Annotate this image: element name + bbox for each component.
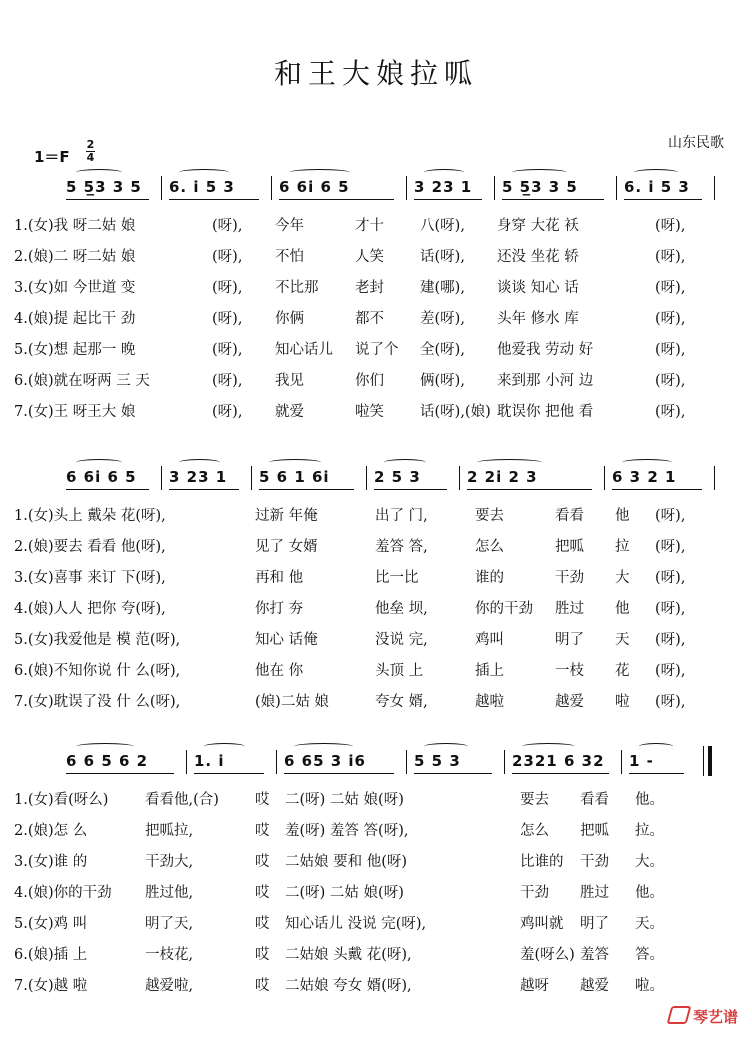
lyric-segment: (呀), — [655, 539, 686, 555]
lyric-segment: 他。 — [635, 792, 664, 808]
lyric-segment: (呀), — [655, 663, 686, 679]
lyric-segment: 羞(呀) 羞答 答(呀), — [285, 823, 409, 839]
measure-notation: 5 5̲3 3 5 — [66, 178, 142, 196]
lyric-segment: 知心话儿 — [275, 342, 333, 358]
lyric-segment: 3.(女)谁 的 — [14, 854, 88, 870]
lyric-segment: 哎 — [255, 823, 270, 839]
lyric-segment: 把呱拉, — [145, 823, 194, 839]
beam-line — [284, 773, 394, 774]
verse-line-2 — [0, 245, 752, 275]
slur-mark — [384, 459, 426, 466]
lyric-segment: 1.(女)看(呀么) — [14, 792, 109, 808]
lyric-segment: 今年 — [275, 218, 304, 234]
lyric-segment: 他。 — [635, 885, 664, 901]
bar-line — [494, 176, 495, 200]
lyric-segment: 4.(娘)人人 把你 夸(呀), — [14, 601, 166, 617]
lyric-segment: 5.(女)我爱他是 模 范(呀), — [14, 632, 181, 648]
beam-line — [66, 773, 174, 774]
lyric-segment: 1.(女)头上 戴朵 花(呀), — [14, 508, 166, 524]
slur-mark — [76, 459, 122, 466]
lyric-segment: 越啦 — [475, 694, 504, 710]
lyric-segment: 谈谈 知心 话 — [497, 280, 579, 296]
watermark-logo — [669, 1006, 738, 1027]
lyric-segment: 6.(娘)就在呀两 三 天 — [14, 373, 150, 389]
measure-notation: 2 2i 2 3 — [467, 468, 538, 486]
slur-mark — [424, 169, 464, 176]
verse-line-7 — [0, 400, 752, 430]
lyric-segment: 6.(娘)不知你说 什 么(呀), — [14, 663, 181, 679]
verse-line-1 — [0, 504, 752, 534]
verse-line-5 — [0, 912, 752, 942]
lyric-segment: 一枝花, — [145, 947, 194, 963]
lyric-segment: 身穿 大花 袄 — [497, 218, 579, 234]
measure-notation: 5 6 1 6i — [259, 468, 330, 486]
lyric-segment: (呀), — [655, 601, 686, 617]
lyric-segment: 干劲 — [520, 885, 549, 901]
verse-line-3 — [0, 566, 752, 596]
verse-line-5 — [0, 628, 752, 658]
lyric-segment: (呀), — [655, 694, 686, 710]
verse-line-3 — [0, 276, 752, 306]
lyric-segment: 啦 — [615, 694, 630, 710]
bar-line — [604, 466, 605, 490]
lyric-segment: 把呱 — [580, 823, 609, 839]
slur-mark — [639, 743, 673, 750]
slur-mark — [269, 459, 321, 466]
lyric-segment: 哎 — [255, 978, 270, 994]
lyric-segment: 哎 — [255, 854, 270, 870]
lyric-segment: 羞(呀么) — [520, 947, 575, 963]
measure-notation: 6 65 3 i6 — [284, 752, 366, 770]
lyric-segment: 老封 — [355, 280, 384, 296]
key-signature: 1＝F — [34, 148, 70, 166]
slur-mark — [634, 169, 678, 176]
slur-mark — [512, 169, 567, 176]
lyric-segment: 羞答 答, — [375, 539, 428, 555]
lyric-segment: 比一比 — [375, 570, 419, 586]
beam-line — [502, 199, 604, 200]
lyric-segment: (呀), — [655, 249, 686, 265]
bar-line — [616, 176, 617, 200]
logo-text: 琴艺谱 — [692, 1008, 738, 1026]
lyric-segment: 还没 坐花 轿 — [497, 249, 579, 265]
lyric-segment: 见了 女婿 — [255, 539, 318, 555]
measure-notation: 6 6i 6 5 — [279, 178, 350, 196]
lyric-segment: 哎 — [255, 885, 270, 901]
lyric-segment: 夸女 婿, — [375, 694, 428, 710]
beam-line — [414, 199, 482, 200]
beam-line — [194, 773, 264, 774]
measure-notation: 6. i 5 3 — [169, 178, 235, 196]
lyric-segment: 2.(娘)二 呀二姑 娘 — [14, 249, 136, 265]
meter-bottom: 4 — [86, 151, 95, 164]
lyric-segment: 哎 — [255, 792, 270, 808]
measure-notation: 6 6i 6 5 — [66, 468, 137, 486]
beam-line — [374, 489, 447, 490]
lyric-segment: 越爱啦, — [145, 978, 194, 994]
measure-notation: 6. i 5 3 — [624, 178, 690, 196]
lyric-segment: 哎 — [255, 947, 270, 963]
lyric-segment: 谁的 — [475, 570, 504, 586]
lyric-segment: 鸡叫就 — [520, 916, 564, 932]
measure-notation: 1 - — [629, 752, 654, 770]
lyric-segment: 大。 — [635, 854, 664, 870]
lyric-segment: 拉 — [615, 539, 630, 555]
lyric-segment: 越呀 — [520, 978, 549, 994]
lyric-segment: 4.(娘)提 起比干 劲 — [14, 311, 136, 327]
lyric-segment: 5.(女)想 起那一 晚 — [14, 342, 136, 358]
slur-mark — [294, 743, 353, 750]
lyric-segment: 没说 完, — [375, 632, 428, 648]
lyric-segment: 过新 年俺 — [255, 508, 318, 524]
lyric-segment: 看看 — [555, 508, 584, 524]
lyric-segment: 明了 — [555, 632, 584, 648]
lyric-segment: 1.(女)我 呀二姑 娘 — [14, 218, 136, 234]
final-bar-thick — [708, 746, 712, 776]
beam-line — [279, 199, 394, 200]
lyric-segment: (呀), — [655, 218, 686, 234]
slur-mark — [622, 459, 672, 466]
lyric-segment: (娘)二姑 娘 — [255, 694, 329, 710]
lyric-segment: 天 — [615, 632, 630, 648]
lyric-segment: 你们 — [355, 373, 384, 389]
lyric-segment: 话(呀),(娘) — [420, 404, 491, 420]
final-bar-thin — [703, 746, 704, 776]
beam-line — [612, 489, 702, 490]
lyric-segment: 来到那 小河 边 — [497, 373, 594, 389]
lyric-segment: 2.(娘)要去 看看 他(呀), — [14, 539, 166, 555]
lyric-segment: 大 — [615, 570, 630, 586]
lyric-segment: 知心 话俺 — [255, 632, 318, 648]
lyric-segment: (呀), — [212, 373, 243, 389]
bar-line — [459, 466, 460, 490]
measure-notation: 6 3 2 1 — [612, 468, 677, 486]
verse-line-4 — [0, 307, 752, 337]
lyric-segment: 你的干劲 — [475, 601, 533, 617]
beam-line — [66, 489, 149, 490]
slur-mark — [204, 743, 245, 750]
bar-line — [714, 466, 715, 490]
lyric-segment: 胜过他, — [145, 885, 194, 901]
lyric-segment: 胜过 — [555, 601, 584, 617]
bar-line — [504, 750, 505, 774]
bar-line — [251, 466, 252, 490]
lyric-segment: (呀), — [655, 311, 686, 327]
lyric-segment: 啦。 — [635, 978, 664, 994]
verse-line-1 — [0, 788, 752, 818]
lyric-segment: 他爱我 劳动 好 — [497, 342, 594, 358]
bar-line — [161, 466, 162, 490]
lyric-segment: 7.(女)耽误了没 什 么(呀), — [14, 694, 181, 710]
beam-line — [414, 773, 492, 774]
lyric-segment: 7.(女)王 呀王大 娘 — [14, 404, 136, 420]
lyric-segment: 他 — [615, 508, 630, 524]
lyric-segment: 哎 — [255, 916, 270, 932]
beam-line — [512, 773, 609, 774]
verse-line-3 — [0, 850, 752, 880]
verse-line-7 — [0, 974, 752, 1004]
lyric-segment: 天。 — [635, 916, 664, 932]
verse-line-4 — [0, 597, 752, 627]
lyric-segment: 俩(呀), — [420, 373, 465, 389]
lyric-segment: 他在 你 — [255, 663, 304, 679]
bar-line — [366, 466, 367, 490]
beam-line — [66, 199, 149, 200]
measure-notation: 2 5 3 — [374, 468, 421, 486]
measure-notation: 3 23 1 — [414, 178, 473, 196]
lyric-segment: 八(呀), — [420, 218, 465, 234]
lyric-segment: 就爱 — [275, 404, 304, 420]
lyric-segment: (呀), — [212, 311, 243, 327]
lyric-segment: 2.(娘)怎 么 — [14, 823, 88, 839]
measure-notation: 1. i — [194, 752, 225, 770]
lyric-segment: 啦笑 — [355, 404, 384, 420]
verse-line-6 — [0, 659, 752, 689]
verse-line-7 — [0, 690, 752, 720]
measure-notation: 6 6 5 6 2 — [66, 752, 149, 770]
lyric-segment: 二(呀) 二姑 娘(呀) — [285, 792, 404, 808]
bar-line — [186, 750, 187, 774]
lyric-segment: 人笑 — [355, 249, 384, 265]
lyric-segment: 干劲 — [555, 570, 584, 586]
lyric-segment: 耽误你 把他 看 — [497, 404, 594, 420]
lyric-segment: 6.(娘)插 上 — [14, 947, 88, 963]
lyric-segment: 干劲 — [580, 854, 609, 870]
verse-line-1 — [0, 214, 752, 244]
slur-mark — [179, 169, 229, 176]
lyric-segment: 拉。 — [635, 823, 664, 839]
verse-line-5 — [0, 338, 752, 368]
lyric-segment: 说了个 — [355, 342, 399, 358]
slur-mark — [522, 743, 575, 750]
measure-notation: 2321 6 32 — [512, 752, 605, 770]
verse-line-6 — [0, 943, 752, 973]
beam-line — [169, 489, 239, 490]
meter-top: 2 — [86, 138, 95, 151]
lyric-segment: 越爱 — [580, 978, 609, 994]
lyric-segment: 二(呀) 二姑 娘(呀) — [285, 885, 404, 901]
lyric-segment: 话(呀), — [420, 249, 465, 265]
lyric-segment: 不比那 — [275, 280, 319, 296]
lyric-segment: (呀), — [655, 570, 686, 586]
lyric-segment: 答。 — [635, 947, 664, 963]
logo-icon — [667, 1006, 692, 1024]
slur-mark — [289, 169, 350, 176]
lyric-segment: 他垒 坝, — [375, 601, 428, 617]
beam-line — [467, 489, 592, 490]
lyric-segment: (呀), — [212, 249, 243, 265]
lyric-segment: 全(呀), — [420, 342, 465, 358]
lyric-segment: 头年 修水 库 — [497, 311, 579, 327]
slur-mark — [179, 459, 220, 466]
lyric-segment: 看看他,(合) — [145, 792, 219, 808]
lyric-segment: 你俩 — [275, 311, 304, 327]
lyric-segment: 二姑娘 头戴 花(呀), — [285, 947, 412, 963]
slur-mark — [424, 743, 468, 750]
lyric-segment: 怎么 — [475, 539, 504, 555]
lyric-segment: 你打 夯 — [255, 601, 304, 617]
lyric-segment: (呀), — [212, 218, 243, 234]
beam-line — [629, 773, 684, 774]
lyric-segment: (呀), — [655, 508, 686, 524]
lyric-segment: 知心话儿 没说 完(呀), — [285, 916, 427, 932]
verse-line-2 — [0, 819, 752, 849]
time-signature — [86, 140, 95, 163]
lyric-segment: 7.(女)越 啦 — [14, 978, 88, 994]
slur-mark — [76, 169, 122, 176]
beam-line — [624, 199, 702, 200]
lyric-segment: 干劲大, — [145, 854, 194, 870]
lyric-segment: 二姑娘 要和 他(呀) — [285, 854, 408, 870]
verse-line-6 — [0, 369, 752, 399]
lyric-segment: 5.(女)鸡 叫 — [14, 916, 88, 932]
lyric-segment: 要去 — [475, 508, 504, 524]
lyric-segment: 不怕 — [275, 249, 304, 265]
bar-line — [406, 750, 407, 774]
song-title: 和王大娘拉呱 — [273, 57, 478, 90]
measure-notation: 3 23 1 — [169, 468, 228, 486]
beam-line — [169, 199, 259, 200]
lyric-segment: (呀), — [655, 632, 686, 648]
lyric-segment: 明了天, — [145, 916, 194, 932]
lyric-segment: 都不 — [355, 311, 384, 327]
lyric-segment: 建(哪), — [420, 280, 465, 296]
lyric-segment: 胜过 — [580, 885, 609, 901]
lyric-segment: 明了 — [580, 916, 609, 932]
lyric-segment: 花 — [615, 663, 630, 679]
lyric-segment: (呀), — [655, 342, 686, 358]
measure-notation: 5 5 3 — [414, 752, 461, 770]
lyric-segment: 再和 他 — [255, 570, 304, 586]
verse-line-4 — [0, 881, 752, 911]
lyric-segment: (呀), — [655, 280, 686, 296]
measure-notation: 5 5̲3 3 5 — [502, 178, 578, 196]
lyric-segment: 3.(女)如 今世道 变 — [14, 280, 136, 296]
bar-line — [276, 750, 277, 774]
lyric-segment: 才十 — [355, 218, 384, 234]
lyric-segment: 鸡叫 — [475, 632, 504, 648]
lyric-segment: (呀), — [655, 373, 686, 389]
bar-line — [714, 176, 715, 200]
lyric-segment: (呀), — [655, 404, 686, 420]
lyric-segment: 二姑娘 夸女 婿(呀), — [285, 978, 412, 994]
lyric-segment: (呀), — [212, 280, 243, 296]
lyric-segment: (呀), — [212, 404, 243, 420]
lyric-segment: 差(呀), — [420, 311, 465, 327]
lyric-segment: 一枝 — [555, 663, 584, 679]
bar-line — [621, 750, 622, 774]
lyric-segment: (呀), — [212, 342, 243, 358]
lyric-segment: 3.(女)喜事 来订 下(呀), — [14, 570, 166, 586]
slur-mark — [76, 743, 134, 750]
beam-line — [259, 489, 354, 490]
lyric-segment: 头顶 上 — [375, 663, 424, 679]
lyric-segment: 羞答 — [580, 947, 609, 963]
lyric-segment: 要去 — [520, 792, 549, 808]
slur-mark — [477, 459, 542, 466]
lyric-segment: 看看 — [580, 792, 609, 808]
lyric-segment: 出了 门, — [375, 508, 428, 524]
lyric-segment: 怎么 — [520, 823, 549, 839]
lyric-segment: 把呱 — [555, 539, 584, 555]
verse-line-2 — [0, 535, 752, 565]
lyric-segment: 越爱 — [555, 694, 584, 710]
song-origin: 山东民歌 — [668, 135, 724, 151]
bar-line — [406, 176, 407, 200]
lyric-segment: 插上 — [475, 663, 504, 679]
lyric-segment: 他 — [615, 601, 630, 617]
bar-line — [271, 176, 272, 200]
bar-line — [161, 176, 162, 200]
lyric-segment: 我见 — [275, 373, 304, 389]
lyric-segment: 4.(娘)你的干劲 — [14, 885, 112, 901]
lyric-segment: 比谁的 — [520, 854, 564, 870]
